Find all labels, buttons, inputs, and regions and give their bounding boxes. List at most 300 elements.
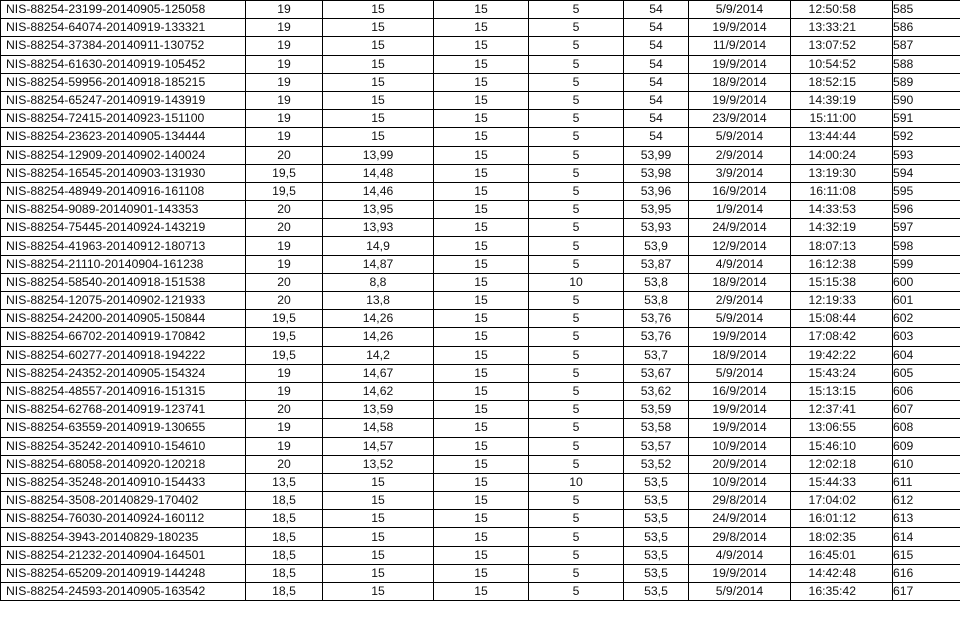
record-id-cell[interactable]: NIS-88254-3943-20140829-180235	[1, 528, 246, 546]
value-b-cell[interactable]: 15	[323, 1, 434, 19]
time-cell[interactable]: 13:33:21	[791, 19, 893, 37]
value-b-cell[interactable]: 15	[323, 492, 434, 510]
value-b-cell[interactable]: 13,8	[323, 292, 434, 310]
value-c-cell[interactable]: 15	[434, 146, 529, 164]
total-cell[interactable]: 54	[624, 55, 689, 73]
value-d-cell[interactable]: 10	[529, 273, 624, 291]
value-d-cell[interactable]: 5	[529, 492, 624, 510]
value-a-cell[interactable]: 19	[246, 91, 323, 109]
value-b-cell[interactable]: 14,46	[323, 182, 434, 200]
value-d-cell[interactable]: 5	[529, 437, 624, 455]
value-c-cell[interactable]: 15	[434, 310, 529, 328]
value-c-cell[interactable]: 15	[434, 492, 529, 510]
record-id-cell[interactable]: NIS-88254-3508-20140829-170402	[1, 492, 246, 510]
value-b-cell[interactable]: 15	[323, 564, 434, 582]
total-cell[interactable]: 53,62	[624, 382, 689, 400]
total-cell[interactable]: 53,5	[624, 492, 689, 510]
record-id-cell[interactable]: NIS-88254-63559-20140919-130655	[1, 419, 246, 437]
value-a-cell[interactable]: 20	[246, 292, 323, 310]
value-a-cell[interactable]: 19,5	[246, 182, 323, 200]
value-c-cell[interactable]: 15	[434, 473, 529, 491]
sequence-cell[interactable]: 612	[893, 492, 960, 510]
value-d-cell[interactable]: 10	[529, 473, 624, 491]
value-b-cell[interactable]: 15	[323, 110, 434, 128]
date-cell[interactable]: 18/9/2014	[689, 73, 791, 91]
value-d-cell[interactable]: 5	[529, 419, 624, 437]
time-cell[interactable]: 14:39:19	[791, 91, 893, 109]
sequence-cell[interactable]: 593	[893, 146, 960, 164]
sequence-cell[interactable]: 589	[893, 73, 960, 91]
sequence-cell[interactable]: 613	[893, 510, 960, 528]
date-cell[interactable]: 24/9/2014	[689, 510, 791, 528]
value-a-cell[interactable]: 19	[246, 382, 323, 400]
value-c-cell[interactable]: 15	[434, 255, 529, 273]
value-a-cell[interactable]: 19,5	[246, 164, 323, 182]
value-d-cell[interactable]: 5	[529, 55, 624, 73]
time-cell[interactable]: 10:54:52	[791, 55, 893, 73]
record-id-cell[interactable]: NIS-88254-12909-20140902-140024	[1, 146, 246, 164]
record-id-cell[interactable]: NIS-88254-21232-20140904-164501	[1, 546, 246, 564]
value-d-cell[interactable]: 5	[529, 73, 624, 91]
total-cell[interactable]: 53,8	[624, 292, 689, 310]
total-cell[interactable]: 53,5	[624, 528, 689, 546]
record-id-cell[interactable]: NIS-88254-24593-20140905-163542	[1, 583, 246, 601]
total-cell[interactable]: 53,52	[624, 455, 689, 473]
date-cell[interactable]: 10/9/2014	[689, 437, 791, 455]
value-a-cell[interactable]: 19	[246, 437, 323, 455]
value-d-cell[interactable]: 5	[529, 583, 624, 601]
total-cell[interactable]: 53,58	[624, 419, 689, 437]
record-id-cell[interactable]: NIS-88254-65209-20140919-144248	[1, 564, 246, 582]
sequence-cell[interactable]: 611	[893, 473, 960, 491]
value-d-cell[interactable]: 5	[529, 382, 624, 400]
sequence-cell[interactable]: 590	[893, 91, 960, 109]
date-cell[interactable]: 18/9/2014	[689, 273, 791, 291]
sequence-cell[interactable]: 591	[893, 110, 960, 128]
record-id-cell[interactable]: NIS-88254-64074-20140919-133321	[1, 19, 246, 37]
date-cell[interactable]: 20/9/2014	[689, 455, 791, 473]
value-b-cell[interactable]: 15	[323, 37, 434, 55]
record-id-cell[interactable]: NIS-88254-35248-20140910-154433	[1, 473, 246, 491]
value-d-cell[interactable]: 5	[529, 201, 624, 219]
value-d-cell[interactable]: 5	[529, 19, 624, 37]
time-cell[interactable]: 16:45:01	[791, 546, 893, 564]
sequence-cell[interactable]: 617	[893, 583, 960, 601]
time-cell[interactable]: 15:11:00	[791, 110, 893, 128]
sequence-cell[interactable]: 616	[893, 564, 960, 582]
value-c-cell[interactable]: 15	[434, 419, 529, 437]
time-cell[interactable]: 13:06:55	[791, 419, 893, 437]
value-d-cell[interactable]: 5	[529, 255, 624, 273]
value-d-cell[interactable]: 5	[529, 292, 624, 310]
record-id-cell[interactable]: NIS-88254-12075-20140902-121933	[1, 292, 246, 310]
value-a-cell[interactable]: 19,5	[246, 346, 323, 364]
total-cell[interactable]: 53,76	[624, 310, 689, 328]
sequence-cell[interactable]: 610	[893, 455, 960, 473]
time-cell[interactable]: 16:11:08	[791, 182, 893, 200]
date-cell[interactable]: 16/9/2014	[689, 382, 791, 400]
value-b-cell[interactable]: 8,8	[323, 273, 434, 291]
value-a-cell[interactable]: 20	[246, 273, 323, 291]
value-c-cell[interactable]: 15	[434, 182, 529, 200]
record-id-cell[interactable]: NIS-88254-35242-20140910-154610	[1, 437, 246, 455]
value-b-cell[interactable]: 14,2	[323, 346, 434, 364]
value-c-cell[interactable]: 15	[434, 37, 529, 55]
value-d-cell[interactable]: 5	[529, 128, 624, 146]
value-b-cell[interactable]: 13,99	[323, 146, 434, 164]
value-a-cell[interactable]: 20	[246, 219, 323, 237]
value-c-cell[interactable]: 15	[434, 564, 529, 582]
value-d-cell[interactable]: 5	[529, 37, 624, 55]
record-id-cell[interactable]: NIS-88254-48557-20140916-151315	[1, 382, 246, 400]
sequence-cell[interactable]: 614	[893, 528, 960, 546]
sequence-cell[interactable]: 587	[893, 37, 960, 55]
time-cell[interactable]: 18:07:13	[791, 237, 893, 255]
time-cell[interactable]: 15:08:44	[791, 310, 893, 328]
sequence-cell[interactable]: 604	[893, 346, 960, 364]
time-cell[interactable]: 16:01:12	[791, 510, 893, 528]
date-cell[interactable]: 24/9/2014	[689, 219, 791, 237]
sequence-cell[interactable]: 585	[893, 1, 960, 19]
value-c-cell[interactable]: 15	[434, 328, 529, 346]
value-a-cell[interactable]: 19,5	[246, 310, 323, 328]
value-c-cell[interactable]: 15	[434, 73, 529, 91]
value-b-cell[interactable]: 15	[323, 583, 434, 601]
value-c-cell[interactable]: 15	[434, 201, 529, 219]
value-b-cell[interactable]: 15	[323, 55, 434, 73]
value-c-cell[interactable]: 15	[434, 292, 529, 310]
date-cell[interactable]: 3/9/2014	[689, 164, 791, 182]
value-c-cell[interactable]: 15	[434, 583, 529, 601]
value-d-cell[interactable]: 5	[529, 328, 624, 346]
time-cell[interactable]: 15:43:24	[791, 364, 893, 382]
value-c-cell[interactable]: 15	[434, 110, 529, 128]
date-cell[interactable]: 2/9/2014	[689, 292, 791, 310]
value-b-cell[interactable]: 15	[323, 528, 434, 546]
time-cell[interactable]: 18:52:15	[791, 73, 893, 91]
record-id-cell[interactable]: NIS-88254-62768-20140919-123741	[1, 401, 246, 419]
value-a-cell[interactable]: 18,5	[246, 564, 323, 582]
value-a-cell[interactable]: 19	[246, 237, 323, 255]
value-d-cell[interactable]: 5	[529, 164, 624, 182]
record-id-cell[interactable]: NIS-88254-23623-20140905-134444	[1, 128, 246, 146]
record-id-cell[interactable]: NIS-88254-59956-20140918-185215	[1, 73, 246, 91]
value-d-cell[interactable]: 5	[529, 91, 624, 109]
value-a-cell[interactable]: 19	[246, 419, 323, 437]
total-cell[interactable]: 53,9	[624, 237, 689, 255]
value-d-cell[interactable]: 5	[529, 182, 624, 200]
sequence-cell[interactable]: 586	[893, 19, 960, 37]
total-cell[interactable]: 53,87	[624, 255, 689, 273]
record-id-cell[interactable]: NIS-88254-65247-20140919-143919	[1, 91, 246, 109]
total-cell[interactable]: 53,98	[624, 164, 689, 182]
value-d-cell[interactable]: 5	[529, 564, 624, 582]
date-cell[interactable]: 29/8/2014	[689, 492, 791, 510]
value-b-cell[interactable]: 13,95	[323, 201, 434, 219]
total-cell[interactable]: 53,5	[624, 546, 689, 564]
value-c-cell[interactable]: 15	[434, 364, 529, 382]
time-cell[interactable]: 12:37:41	[791, 401, 893, 419]
total-cell[interactable]: 53,99	[624, 146, 689, 164]
value-a-cell[interactable]: 19	[246, 364, 323, 382]
value-c-cell[interactable]: 15	[434, 546, 529, 564]
sequence-cell[interactable]: 601	[893, 292, 960, 310]
time-cell[interactable]: 17:04:02	[791, 492, 893, 510]
value-a-cell[interactable]: 18,5	[246, 583, 323, 601]
value-a-cell[interactable]: 20	[246, 401, 323, 419]
table-row	[1, 492, 960, 510]
time-cell[interactable]: 12:02:18	[791, 455, 893, 473]
value-a-cell[interactable]: 19	[246, 110, 323, 128]
value-d-cell[interactable]: 5	[529, 528, 624, 546]
value-b-cell[interactable]: 15	[323, 510, 434, 528]
value-b-cell[interactable]: 13,93	[323, 219, 434, 237]
sequence-cell[interactable]: 598	[893, 237, 960, 255]
date-cell[interactable]: 11/9/2014	[689, 37, 791, 55]
table-row	[1, 364, 960, 382]
value-b-cell[interactable]: 14,26	[323, 328, 434, 346]
date-cell[interactable]: 1/9/2014	[689, 201, 791, 219]
sequence-cell[interactable]: 609	[893, 437, 960, 455]
total-cell[interactable]: 54	[624, 19, 689, 37]
date-cell[interactable]: 18/9/2014	[689, 346, 791, 364]
value-d-cell[interactable]: 5	[529, 110, 624, 128]
table-row	[1, 564, 960, 582]
value-a-cell[interactable]: 18,5	[246, 546, 323, 564]
value-d-cell[interactable]: 5	[529, 510, 624, 528]
total-cell[interactable]: 53,95	[624, 201, 689, 219]
total-cell[interactable]: 53,96	[624, 182, 689, 200]
sequence-cell[interactable]: 607	[893, 401, 960, 419]
total-cell[interactable]: 54	[624, 110, 689, 128]
value-a-cell[interactable]: 18,5	[246, 528, 323, 546]
record-id-cell[interactable]: NIS-88254-61630-20140919-105452	[1, 55, 246, 73]
total-cell[interactable]: 53,8	[624, 273, 689, 291]
value-a-cell[interactable]: 20	[246, 146, 323, 164]
value-b-cell[interactable]: 15	[323, 473, 434, 491]
value-b-cell[interactable]: 15	[323, 91, 434, 109]
record-id-cell[interactable]: NIS-88254-9089-20140901-143353	[1, 201, 246, 219]
sequence-cell[interactable]: 595	[893, 182, 960, 200]
value-c-cell[interactable]: 15	[434, 55, 529, 73]
value-b-cell[interactable]: 14,67	[323, 364, 434, 382]
record-id-cell[interactable]: NIS-88254-76030-20140924-160112	[1, 510, 246, 528]
record-id-cell[interactable]: NIS-88254-23199-20140905-125058	[1, 1, 246, 19]
value-b-cell[interactable]: 13,52	[323, 455, 434, 473]
date-cell[interactable]: 19/9/2014	[689, 401, 791, 419]
time-cell[interactable]: 15:15:38	[791, 273, 893, 291]
total-cell[interactable]: 54	[624, 37, 689, 55]
value-b-cell[interactable]: 14,48	[323, 164, 434, 182]
total-cell[interactable]: 53,57	[624, 437, 689, 455]
time-cell[interactable]: 17:08:42	[791, 328, 893, 346]
record-id-cell[interactable]: NIS-88254-21110-20140904-161238	[1, 255, 246, 273]
value-a-cell[interactable]: 19	[246, 73, 323, 91]
value-c-cell[interactable]: 15	[434, 128, 529, 146]
sequence-cell[interactable]: 594	[893, 164, 960, 182]
date-cell[interactable]: 4/9/2014	[689, 255, 791, 273]
record-id-cell[interactable]: NIS-88254-66702-20140919-170842	[1, 328, 246, 346]
total-cell[interactable]: 53,67	[624, 364, 689, 382]
time-cell[interactable]: 13:44:44	[791, 128, 893, 146]
value-c-cell[interactable]: 15	[434, 219, 529, 237]
date-cell[interactable]: 5/9/2014	[689, 583, 791, 601]
value-c-cell[interactable]: 15	[434, 401, 529, 419]
value-b-cell[interactable]: 14,9	[323, 237, 434, 255]
value-a-cell[interactable]: 20	[246, 455, 323, 473]
value-d-cell[interactable]: 5	[529, 546, 624, 564]
time-cell[interactable]: 13:19:30	[791, 164, 893, 182]
value-d-cell[interactable]: 5	[529, 364, 624, 382]
total-cell[interactable]: 54	[624, 1, 689, 19]
value-c-cell[interactable]: 15	[434, 237, 529, 255]
value-c-cell[interactable]: 15	[434, 346, 529, 364]
record-id-cell[interactable]: NIS-88254-24352-20140905-154324	[1, 364, 246, 382]
total-cell[interactable]: 54	[624, 91, 689, 109]
record-id-cell[interactable]: NIS-88254-48949-20140916-161108	[1, 182, 246, 200]
date-cell[interactable]: 5/9/2014	[689, 1, 791, 19]
date-cell[interactable]: 5/9/2014	[689, 310, 791, 328]
value-c-cell[interactable]: 15	[434, 1, 529, 19]
value-a-cell[interactable]: 19	[246, 255, 323, 273]
sequence-cell[interactable]: 592	[893, 128, 960, 146]
value-b-cell[interactable]: 15	[323, 546, 434, 564]
value-d-cell[interactable]: 5	[529, 219, 624, 237]
total-cell[interactable]: 54	[624, 128, 689, 146]
value-d-cell[interactable]: 5	[529, 146, 624, 164]
record-id-cell[interactable]: NIS-88254-72415-20140923-151100	[1, 110, 246, 128]
time-cell[interactable]: 19:42:22	[791, 346, 893, 364]
time-cell[interactable]: 14:42:48	[791, 564, 893, 582]
value-a-cell[interactable]: 18,5	[246, 492, 323, 510]
record-id-cell[interactable]: NIS-88254-41963-20140912-180713	[1, 237, 246, 255]
value-a-cell[interactable]: 19	[246, 128, 323, 146]
value-a-cell[interactable]: 20	[246, 201, 323, 219]
record-id-cell[interactable]: NIS-88254-24200-20140905-150844	[1, 310, 246, 328]
value-c-cell[interactable]: 15	[434, 91, 529, 109]
date-cell[interactable]: 29/8/2014	[689, 528, 791, 546]
sequence-cell[interactable]: 615	[893, 546, 960, 564]
value-c-cell[interactable]: 15	[434, 273, 529, 291]
value-c-cell[interactable]: 15	[434, 164, 529, 182]
sequence-cell[interactable]: 599	[893, 255, 960, 273]
value-b-cell[interactable]: 15	[323, 19, 434, 37]
value-c-cell[interactable]: 15	[434, 437, 529, 455]
date-cell[interactable]: 2/9/2014	[689, 146, 791, 164]
record-id-cell[interactable]: NIS-88254-37384-20140911-130752	[1, 37, 246, 55]
record-id-cell[interactable]: NIS-88254-75445-20140924-143219	[1, 219, 246, 237]
value-b-cell[interactable]: 14,26	[323, 310, 434, 328]
record-id-cell[interactable]: NIS-88254-58540-20140918-151538	[1, 273, 246, 291]
value-b-cell[interactable]: 13,59	[323, 401, 434, 419]
sequence-cell[interactable]: 597	[893, 219, 960, 237]
time-cell[interactable]: 12:19:33	[791, 292, 893, 310]
value-d-cell[interactable]: 5	[529, 237, 624, 255]
value-c-cell[interactable]: 15	[434, 528, 529, 546]
value-b-cell[interactable]: 14,87	[323, 255, 434, 273]
value-a-cell[interactable]: 19	[246, 37, 323, 55]
sequence-cell[interactable]: 603	[893, 328, 960, 346]
value-a-cell[interactable]: 19	[246, 19, 323, 37]
value-b-cell[interactable]: 15	[323, 128, 434, 146]
date-cell[interactable]: 19/9/2014	[689, 564, 791, 582]
value-c-cell[interactable]: 15	[434, 19, 529, 37]
sequence-cell[interactable]: 596	[893, 201, 960, 219]
record-id-cell[interactable]: NIS-88254-68058-20140920-120218	[1, 455, 246, 473]
date-cell[interactable]: 5/9/2014	[689, 364, 791, 382]
value-b-cell[interactable]: 15	[323, 73, 434, 91]
date-cell[interactable]: 5/9/2014	[689, 128, 791, 146]
date-cell[interactable]: 23/9/2014	[689, 110, 791, 128]
value-d-cell[interactable]: 5	[529, 401, 624, 419]
sequence-cell[interactable]: 600	[893, 273, 960, 291]
total-cell[interactable]: 53,5	[624, 473, 689, 491]
sequence-cell[interactable]: 608	[893, 419, 960, 437]
value-c-cell[interactable]: 15	[434, 455, 529, 473]
date-cell[interactable]: 19/9/2014	[689, 55, 791, 73]
sequence-cell[interactable]: 602	[893, 310, 960, 328]
total-cell[interactable]: 53,76	[624, 328, 689, 346]
time-cell[interactable]: 14:33:53	[791, 201, 893, 219]
date-cell[interactable]: 4/9/2014	[689, 546, 791, 564]
date-cell[interactable]: 19/9/2014	[689, 328, 791, 346]
total-cell[interactable]: 53,5	[624, 564, 689, 582]
value-c-cell[interactable]: 15	[434, 510, 529, 528]
date-cell[interactable]: 10/9/2014	[689, 473, 791, 491]
time-cell[interactable]: 14:32:19	[791, 219, 893, 237]
value-a-cell[interactable]: 18,5	[246, 510, 323, 528]
date-cell[interactable]: 16/9/2014	[689, 182, 791, 200]
sequence-cell[interactable]: 606	[893, 382, 960, 400]
total-cell[interactable]: 53,5	[624, 510, 689, 528]
total-cell[interactable]: 54	[624, 73, 689, 91]
date-cell[interactable]: 19/9/2014	[689, 91, 791, 109]
value-d-cell[interactable]: 5	[529, 310, 624, 328]
time-cell[interactable]: 14:00:24	[791, 146, 893, 164]
time-cell[interactable]: 15:44:33	[791, 473, 893, 491]
sequence-cell[interactable]: 605	[893, 364, 960, 382]
value-b-cell[interactable]: 14,58	[323, 419, 434, 437]
record-id-cell[interactable]: NIS-88254-60277-20140918-194222	[1, 346, 246, 364]
time-cell[interactable]: 16:12:38	[791, 255, 893, 273]
value-b-cell[interactable]: 14,57	[323, 437, 434, 455]
time-cell[interactable]: 15:13:15	[791, 382, 893, 400]
time-cell[interactable]: 15:46:10	[791, 437, 893, 455]
value-a-cell[interactable]: 19	[246, 55, 323, 73]
time-cell[interactable]: 18:02:35	[791, 528, 893, 546]
value-c-cell[interactable]: 15	[434, 382, 529, 400]
total-cell[interactable]: 53,59	[624, 401, 689, 419]
date-cell[interactable]: 19/9/2014	[689, 19, 791, 37]
time-cell[interactable]: 13:07:52	[791, 37, 893, 55]
date-cell[interactable]: 12/9/2014	[689, 237, 791, 255]
value-d-cell[interactable]: 5	[529, 1, 624, 19]
value-a-cell[interactable]: 13,5	[246, 473, 323, 491]
total-cell[interactable]: 53,93	[624, 219, 689, 237]
total-cell[interactable]: 53,7	[624, 346, 689, 364]
time-cell[interactable]: 16:35:42	[791, 583, 893, 601]
record-id-cell[interactable]: NIS-88254-16545-20140903-131930	[1, 164, 246, 182]
time-cell[interactable]: 12:50:58	[791, 1, 893, 19]
value-a-cell[interactable]: 19,5	[246, 328, 323, 346]
value-d-cell[interactable]: 5	[529, 455, 624, 473]
value-a-cell[interactable]: 19	[246, 1, 323, 19]
date-cell[interactable]: 19/9/2014	[689, 419, 791, 437]
total-cell[interactable]: 53,5	[624, 583, 689, 601]
value-d-cell[interactable]: 5	[529, 346, 624, 364]
value-b-cell[interactable]: 14,62	[323, 382, 434, 400]
sequence-cell[interactable]: 588	[893, 55, 960, 73]
